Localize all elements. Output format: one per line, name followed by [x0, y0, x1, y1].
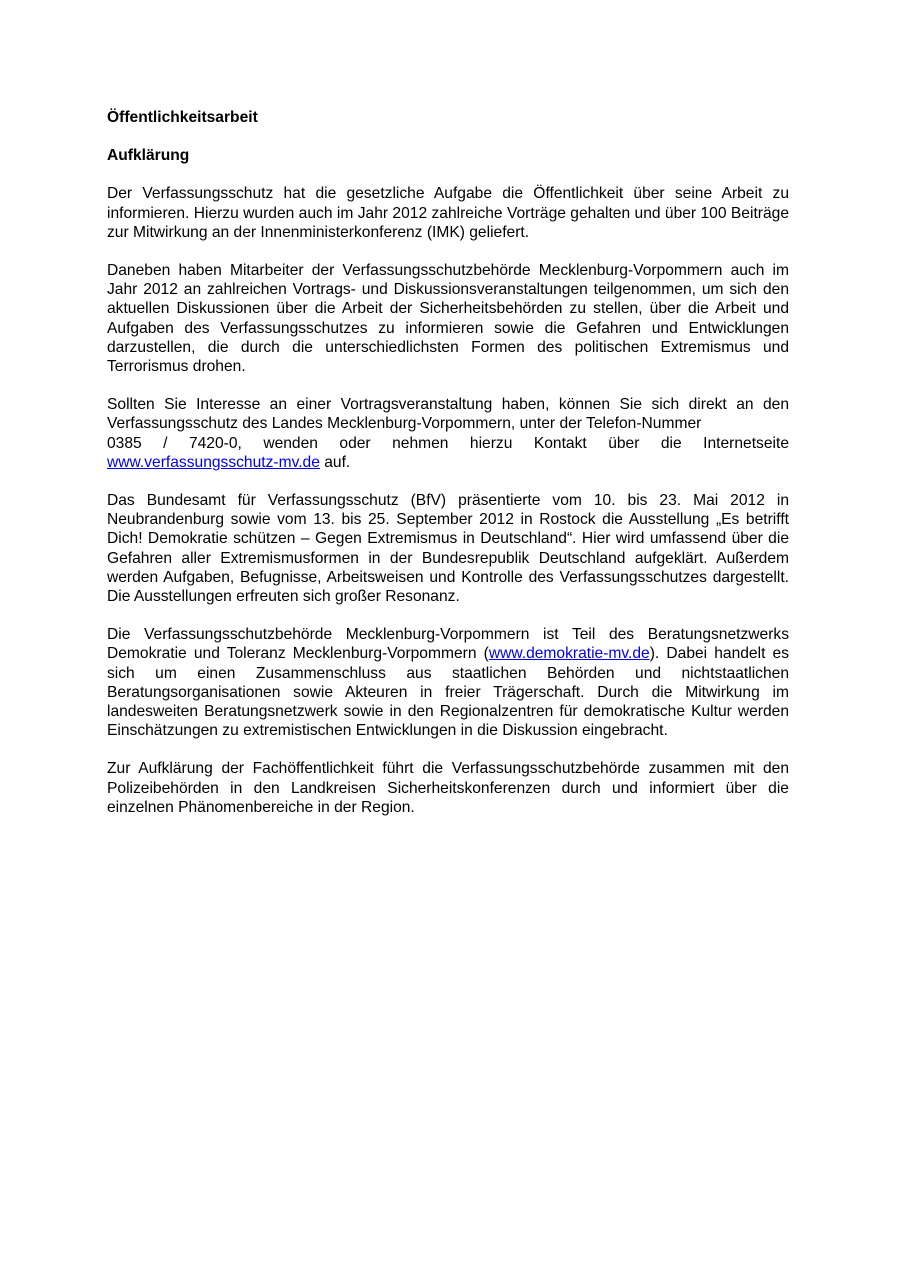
section-heading: Öffentlichkeitsarbeit	[107, 109, 258, 126]
contact-line-1: Sollten Sie Interesse an einer Vortragsveranstaltung haben, können Sie sich direkt an den	[107, 396, 789, 414]
contact-line-3: 0385 / 7420-0, wenden oder nehmen hierzu Kontakt über die Internetseite	[107, 434, 789, 452]
subsection-heading: Aufklärung	[107, 147, 190, 165]
demokratie-link[interactable]: www.demokratie-mv.de	[488, 645, 650, 663]
paragraph-network	[107, 625, 789, 740]
paragraph-conferences: Zur Aufklärung der Fachöffentlichkeit führt die Verfassungsschutzbehörde zusammen mit den Polizeibehörden in den Landkreisen Sicherheitskonferenzen durch und informiert über die einzelnen Phänomenbereiche in der Region.	[107, 760, 789, 816]
paragraph-intro: Der Verfassungsschutz hat die gesetzliche Aufgabe die Öffentlichkeit über seine Arbeit zu informieren. Hierzu wurden auch im Jahr 2012 zahlreiche Vorträge gehalten und über 100 Beiträge zur Mitwirkung an der Innenministerkonferenz (IMK) geliefert.	[107, 185, 789, 241]
network-text-end: ). Dabei handelt es sich um einen Zusammenschluss aus staatlichen Behörden und nichtstaatlichen Beratungsorganisationen sowie Akteuren in freier Trägerschaft. Durch die Mitwirkung im landesweiten Beratungsnetzwerk sowie in den Regionalzentren für demokratische Kultur werden Einschätzungen zu extremistischen Entwicklungen in die Diskussion eingebracht.	[107, 645, 789, 740]
paragraph-events: Daneben haben Mitarbeiter der Verfassungsschutzbehörde Mecklenburg-Vorpommern auch im Jahr 2012 an zahlreichen Vortrags- und Diskussionsveranstaltungen teilgenommen, um sich den aktuellen Diskussionen über die Arbeit der Sicherheitsbehörden zu stellen, über die Arbeit und Aufgaben des Verfassungsschutzes zu informieren sowie die Gefahren und Entwicklungen darzustellen, die durch die unterschiedlichsten Formen des politischen Extremismus und Terrorismus drohen.	[107, 262, 789, 376]
contact-line-4	[107, 453, 789, 472]
network-text-start: Die Verfassungsschutzbehörde Mecklenburg-Vorpommern ist Teil des Beratungsnetzwerks Demokratie und Toleranz Mecklenburg-Vorpommern (	[107, 626, 789, 663]
paragraph-exhibition: Das Bundesamt für Verfassungsschutz (BfV) präsentierte vom 10. bis 23. Mai 2012 in Neubrandenburg sowie vom 13. bis 25. September 2012 in Rostock die Ausstellung „Es betrifft Dich! Demokratie schützen – Gegen Extremismus in Deutschland“. Hier wird umfassend über die Gefahren aller Extremismusformen in der Bundesrepublik Deutschland aufgeklärt. Außerdem werden Aufgaben, Befugnisse, Arbeitsweisen und Kontrolle des Verfassungsschutzes dargestellt. Die Ausstellungen erfreuten sich großer Resonanz.	[107, 492, 789, 606]
contact-line-2: Verfassungsschutz des Landes Mecklenburg-Vorpommern, unter der Telefon-Nummer	[107, 415, 702, 433]
contact-line-end: auf.	[319, 453, 351, 471]
paragraph-contact	[107, 395, 789, 472]
verfassungsschutz-link[interactable]: www.verfassungsschutz-mv.de	[107, 453, 320, 471]
document-page	[107, 108, 789, 836]
